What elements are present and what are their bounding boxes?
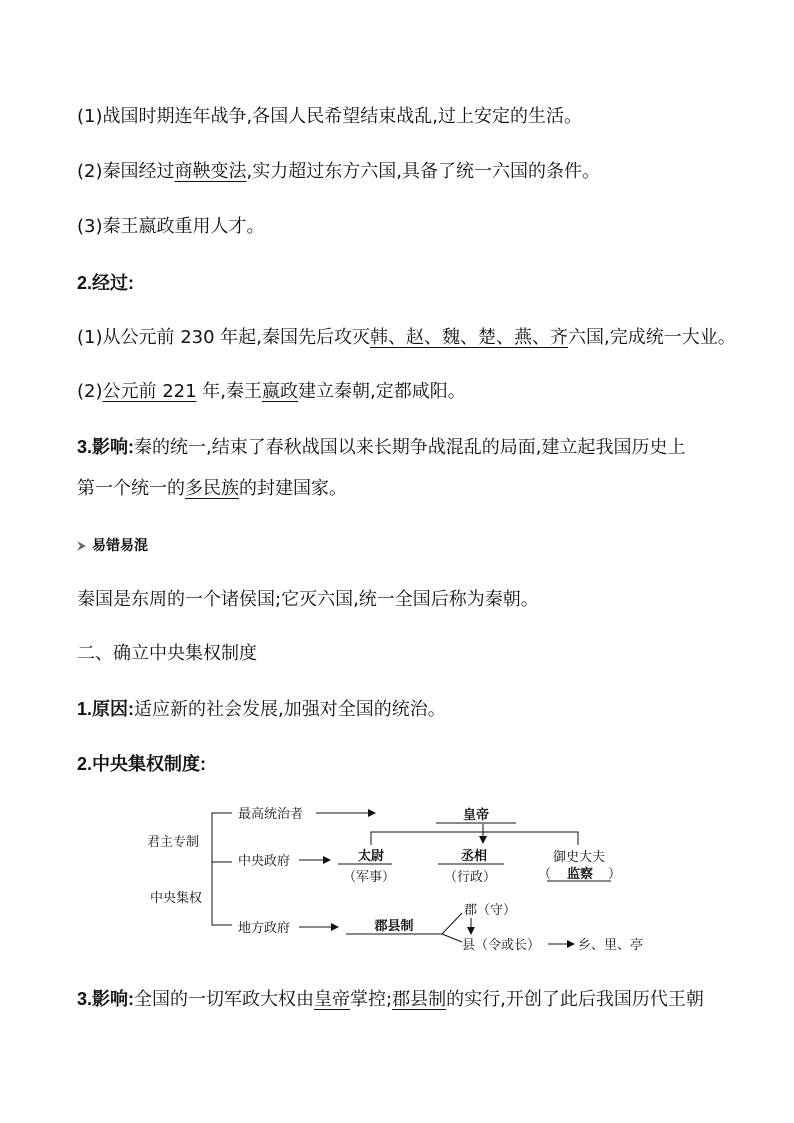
tip-arrow-icon	[77, 541, 86, 551]
process-line-2-underlined-year: 公元前 221	[102, 381, 197, 402]
impact-label: 3.影响:	[77, 437, 135, 457]
impact-line-2-post: 的封建国家。	[239, 478, 347, 499]
cause-line-2-underlined: 商鞅变法	[174, 161, 247, 182]
yushi-role-close: ）	[608, 867, 622, 882]
section-cause-line	[77, 696, 734, 723]
centralization-label: 中央集权	[150, 891, 203, 906]
emperor-label: 皇帝	[462, 808, 490, 823]
impact-text: 秦的统一,结束了春秋战国以来长期争战混乱的局面,建立起我国历史上	[134, 437, 686, 458]
taiwei-label: 太尉	[357, 849, 385, 864]
impact2-pre: 全国的一切军政大权由	[134, 989, 315, 1010]
process-line-2-mid: 年,秦王	[196, 381, 263, 402]
process-line-2-post: 建立秦朝,定都咸阳。	[298, 381, 466, 402]
yushi-role: 监察	[566, 867, 594, 882]
central-gov-label: 中央政府	[238, 854, 291, 869]
section-cause-text: 适应新的社会发展,加强对全国的统治。	[134, 699, 446, 720]
process-line-1	[77, 325, 734, 351]
section-heading: 二、确立中央集权制度	[77, 643, 257, 664]
yushi-label: 御史大夫	[552, 850, 606, 865]
process-line-2-underlined-name: 嬴政	[262, 381, 299, 402]
impact2-underlined-2: 郡县制	[392, 989, 447, 1010]
cause-line-2-pre: (2)秦国经过	[77, 161, 175, 182]
impact-line-2-pre: 第一个统一的	[77, 478, 185, 499]
chengxiang-role: （行政）	[443, 870, 497, 885]
cause-line-1: (1)战国时期连年战争,各国人民希望结束战乱,过上安定的生活。	[77, 106, 582, 127]
process-heading: 2.经过:	[77, 273, 135, 293]
monarchy-label: 君主专制	[147, 835, 200, 850]
commandery-label: 郡（守）	[464, 903, 517, 918]
impact2-line	[77, 986, 734, 1013]
cause-line-2-post: ,实力超过东方六国,具备了统一六国的条件。	[246, 161, 600, 182]
left-bracket	[212, 813, 232, 925]
impact2-post: 的实行,开创了此后我国历代王朝	[446, 989, 704, 1010]
impact2-label: 3.影响:	[77, 989, 135, 1009]
section-cause-label: 1.原因:	[77, 699, 135, 719]
local-gov-label: 地方政府	[238, 921, 291, 936]
cause-line-3: (3)秦王嬴政重用人才。	[77, 216, 265, 237]
impact-line-1	[77, 434, 734, 461]
supreme-ruler-label: 最高统治者	[238, 807, 304, 822]
impact2-underlined-1: 皇帝	[314, 989, 351, 1010]
process-line-1-pre: (1)从公元前 230 年起,秦国先后攻灭	[77, 327, 371, 348]
fork-to-county	[442, 934, 462, 942]
tip-title: 易错易混	[92, 538, 148, 554]
impact-line-2	[77, 476, 734, 502]
chengxiang-label: 丞相	[460, 849, 488, 864]
system-heading: 2.中央集权制度:	[77, 754, 207, 774]
county-label: 县（令或长）	[462, 938, 541, 953]
tip-box-title	[77, 536, 148, 556]
process-line-2-pre: (2)	[77, 381, 103, 402]
branch-horizontal-line	[371, 832, 578, 845]
villages-label: 乡、里、亭	[578, 938, 644, 953]
tip-text: 秦国是东周的一个诸侯国;它灭六国,统一全国后称为秦朝。	[77, 589, 539, 610]
taiwei-role: （军事）	[342, 870, 396, 885]
impact-line-2-underlined: 多民族	[185, 478, 239, 499]
process-line-2	[77, 379, 734, 405]
cause-line-2	[77, 159, 734, 185]
fork-to-commandery	[442, 913, 462, 934]
yushi-role-open: （	[538, 867, 552, 882]
process-line-1-underlined: 韩、赵、魏、楚、燕、齐	[370, 327, 569, 348]
impact2-mid: 掌控;	[350, 989, 393, 1010]
process-line-1-post: 六国,完成统一大业。	[568, 327, 736, 348]
commandery-system-label: 郡县制	[374, 919, 414, 934]
